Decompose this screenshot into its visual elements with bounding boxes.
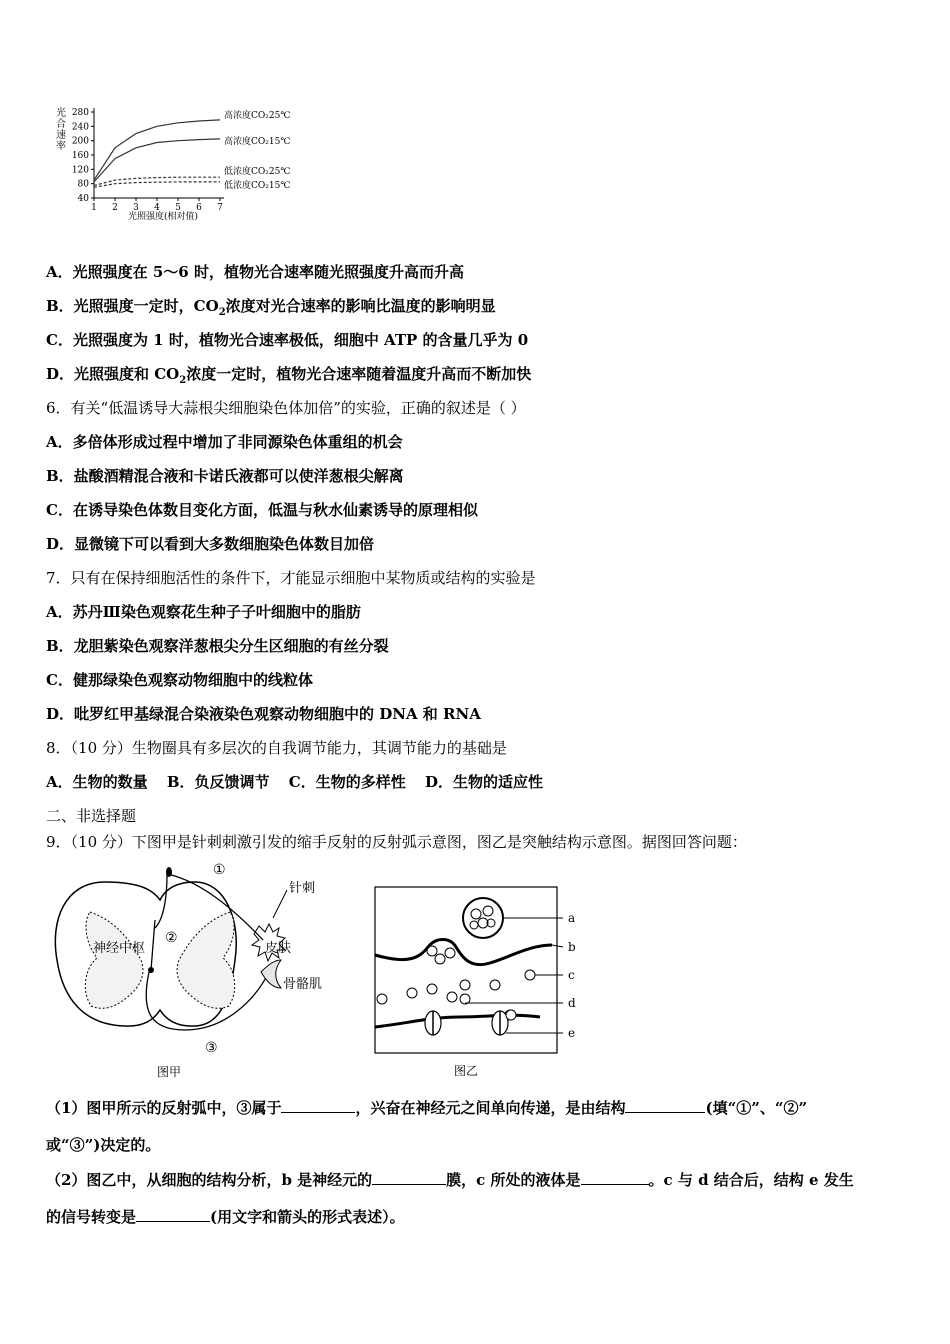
chart-ylabel-char: 率 [56, 141, 66, 152]
chart-xlabel: 光照强度(相对值) [127, 212, 199, 222]
muscle-label: 骨骼肌 [283, 977, 323, 992]
presynaptic-membrane [375, 940, 552, 965]
x-tick-label: 4 [154, 203, 160, 213]
series-line [94, 182, 220, 187]
vesicle-contents [470, 906, 495, 929]
q7-option-d: D．吡罗红甲基绿混合染液染色观察动物细胞中的 DNA 和 RNA [46, 705, 481, 723]
label-c: c [568, 968, 575, 982]
section-title: 二、非选择题 [46, 807, 137, 825]
q5-option-c: C．光照强度为 1 时，植物光合速率极低，细胞中 ATP 的含量几乎为 0 [46, 331, 529, 349]
q9-part2-text-d: 的信号转变是 [46, 1208, 137, 1226]
series-line [94, 120, 220, 180]
q5-option-d-pre: D．光照强度和 CO [46, 365, 180, 383]
figA-caption: 图甲 [157, 1065, 182, 1079]
chart-ylabel-char: 速 [56, 130, 66, 141]
q8-options [46, 772, 557, 792]
q9-part1-text-a: （1）图甲所示的反射弧中，③属于 [46, 1099, 282, 1117]
chart-x-ticks [91, 198, 223, 213]
y-tick-label: 160 [71, 151, 89, 161]
q6-option-b: B．盐酸酒精混合液和卡诺氏液都可以使洋葱根尖解离 [46, 467, 404, 485]
x-tick-label: 2 [112, 203, 118, 213]
figure-reflex-arc [45, 860, 345, 1082]
q9-part1-line2: 或“③”)决定的。 [46, 1136, 161, 1154]
q5-option-d-sub: 2 [179, 375, 187, 386]
q8-option-a: A．生物的数量 [46, 773, 148, 791]
q9-part2-text-e: (用文字和箭头的形式表述）。 [210, 1208, 405, 1226]
q6-stem: 6．有关“低温诱导大蒜根尖细胞染色体加倍”的实验，正确的叙述是（ ） [46, 399, 526, 417]
interneuron [151, 920, 155, 970]
q9-part2-text-c: 。c 与 d 结合后，结构 e 发生 [648, 1171, 854, 1189]
q9-part1-line1 [46, 1098, 807, 1118]
needle-pointer [273, 890, 287, 918]
q9-part2-text-a: （2）图乙中，从细胞的结构分析，b 是神经元的 [46, 1171, 373, 1189]
neurotransmitters [377, 946, 535, 1020]
photosynthesis-chart [48, 100, 308, 230]
chart-ylabel-char: 合 [56, 119, 66, 130]
q9-part1-text-b: ，兴奋在神经元之间单向传递，是由结构 [355, 1099, 626, 1117]
answer-blank-5[interactable] [136, 1207, 210, 1222]
answer-blank-1[interactable] [281, 1098, 355, 1113]
q5-option-d-post: 浓度一定时，植物光合速率随着温度升高而不断加快 [186, 365, 532, 383]
answer-blank-2[interactable] [625, 1098, 705, 1113]
y-tick-label: 80 [77, 179, 89, 190]
chart-ylabel [56, 106, 66, 152]
q9-part2-line1 [46, 1170, 854, 1190]
q8-option-c: C．生物的多样性 [288, 773, 406, 791]
answer-blank-3[interactable] [372, 1170, 446, 1185]
series-label: 高浓度CO₂25℃ [224, 111, 291, 121]
label-e: e [568, 1026, 576, 1040]
skeletal-muscle [261, 960, 281, 988]
figure-synapse [370, 885, 590, 1081]
q7-stem: 7．只有在保持细胞活性的条件下，才能显示细胞中某物质或结构的实验是 [46, 569, 536, 587]
answer-blank-4[interactable] [581, 1170, 649, 1185]
q5-option-d [46, 364, 531, 391]
bound-transmitter [506, 1010, 516, 1020]
label-2: ② [165, 930, 178, 946]
q5-option-b [46, 296, 496, 323]
x-tick-label: 5 [175, 203, 181, 213]
ganglion [166, 867, 172, 877]
series-label: 低浓度CO₂25℃ [224, 167, 291, 177]
figB-caption: 图乙 [454, 1064, 479, 1078]
label-d: d [568, 996, 576, 1010]
label-3: ③ [205, 1040, 218, 1056]
x-tick-label: 3 [133, 203, 139, 213]
y-tick-label: 240 [71, 122, 89, 133]
q9-stem: 9．（10 分）下图甲是针刺刺激引发的缩手反射的反射弧示意图，图乙是突触结构示意图。据图回答问题： [46, 833, 747, 851]
q5-option-b-sub: 2 [218, 307, 226, 318]
x-tick-label: 6 [196, 203, 202, 213]
q6-option-d: D．显微镜下可以看到大多数细胞染色体数目加倍 [46, 535, 375, 553]
chart-y-ticks [72, 108, 94, 204]
skin-label: 皮肤 [265, 941, 292, 956]
grey-matter [85, 912, 234, 1008]
label-b: b [568, 940, 576, 954]
q9-part1-text-c: (填“①”、“②” [705, 1099, 808, 1117]
series-line [94, 139, 220, 182]
series-label: 高浓度CO₂15℃ [224, 137, 291, 147]
y-tick-label: 280 [71, 108, 89, 118]
y-tick-label: 120 [71, 165, 89, 176]
q6-option-c: C．在诱导染色体数目变化方面，低温与秋水仙素诱导的原理相似 [46, 501, 478, 519]
q8-option-d: D．生物的适应性 [424, 773, 543, 791]
q8-option-b: B．负反馈调节 [166, 773, 270, 791]
chart-ylabel-char: 光 [56, 108, 66, 119]
q7-option-c: C．健那绿染色观察动物细胞中的线粒体 [46, 671, 313, 689]
q8-stem: 8．（10 分）生物圈具有多层次的自我调节能力，其调节能力的基础是 [46, 739, 507, 757]
y-tick-label: 40 [77, 194, 89, 204]
x-tick-label: 1 [91, 203, 97, 213]
center-label: 神经中枢 [93, 941, 146, 956]
chart-series-labels [224, 109, 290, 191]
q6-option-a: A．多倍体形成过程中增加了非同源染色体重组的机会 [46, 433, 403, 451]
label-a: a [568, 911, 576, 925]
y-tick-label: 200 [71, 136, 89, 147]
needle-label: 针刺 [289, 881, 316, 896]
q9-part2-text-b: 膜，c 所处的液体是 [446, 1171, 581, 1189]
q9-part2-line2 [46, 1207, 405, 1227]
q5-option-b-post: 浓度对光合速率的影响比温度的影响明显 [225, 297, 496, 315]
q7-option-b: B．龙胆紫染色观察洋葱根尖分生区细胞的有丝分裂 [46, 637, 389, 655]
chart-series [94, 120, 220, 187]
q5-option-b-pre: B．光照强度一定时，CO [46, 297, 219, 315]
x-tick-label: 7 [217, 203, 223, 213]
q7-option-a: A．苏丹Ⅲ染色观察花生种子子叶细胞中的脂肪 [46, 603, 361, 621]
q5-option-a: A．光照强度在 5～6 时，植物光合速率随光照强度升高而升高 [46, 263, 464, 281]
chart-axes [94, 108, 224, 198]
series-label: 低浓度CO₂15℃ [224, 181, 291, 191]
label-1: ① [213, 862, 226, 878]
